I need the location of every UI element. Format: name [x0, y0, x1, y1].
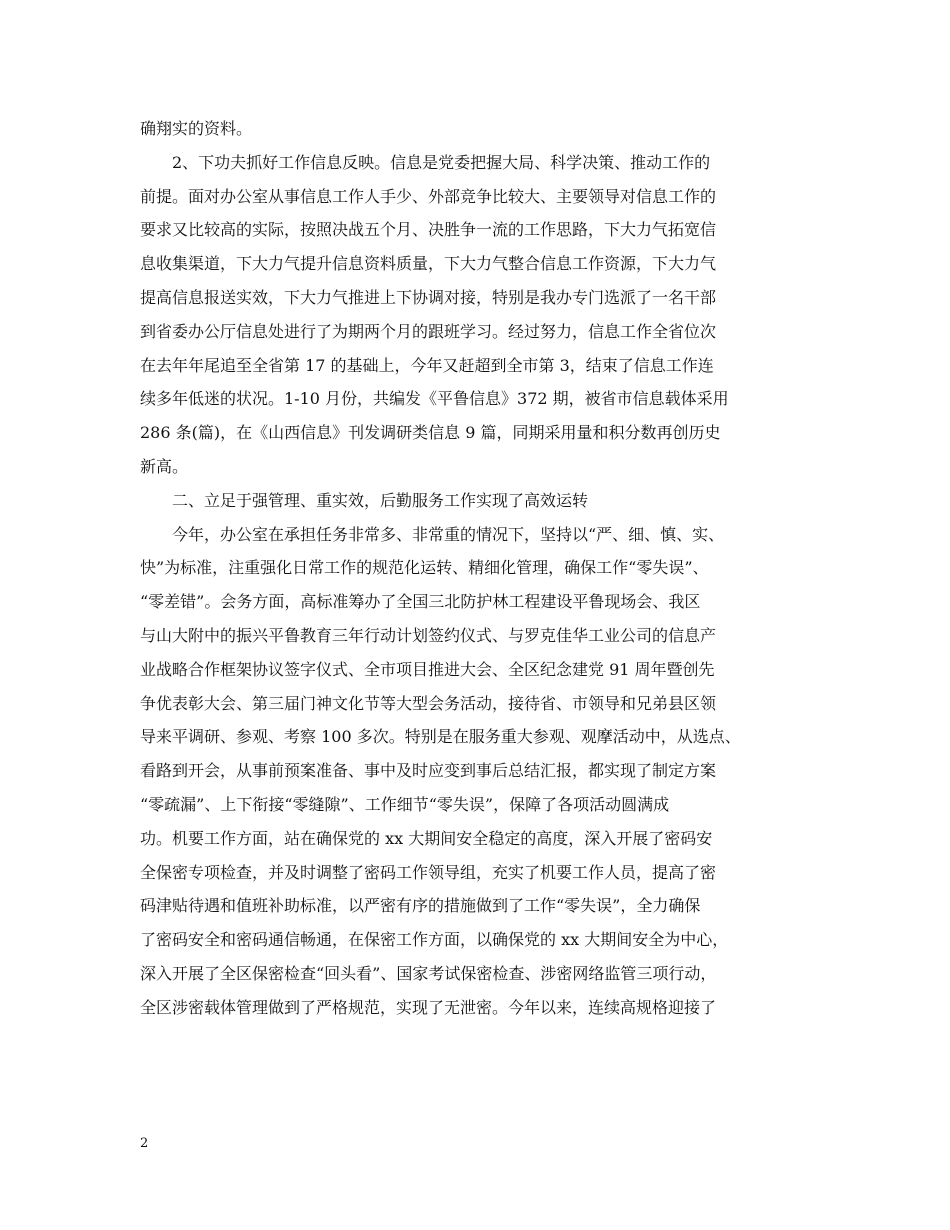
text-line: 要求又比较高的实际，按照决战五个月、决胜争一流的工作思路，下大力气拓宽信: [140, 220, 717, 240]
text-line: 今年，办公室在承担任务非常多、非常重的情况下，坚持以“严、细、慎、实、: [172, 524, 725, 544]
text-line: “零疏漏”、上下衔接“零缝隙”、工作细节“零失误”，保障了各项活动圆满成: [140, 794, 670, 814]
text-line: 在去年年尾追至全省第 17 的基础上，今年又赶超到全市第 3，结束了信息工作连: [140, 355, 714, 375]
text-line: 提高信息报送实效，下大力气推进上下协调对接，特别是我办专门选派了一名干部: [140, 287, 717, 307]
text-line: “零差错”。会务方面，高标准筹办了全国三北防护林工程建设平鲁现场会、我区: [140, 592, 701, 612]
text-line: 286 条(篇)，在《山西信息》刊发调研类信息 9 篇，同期采用量和积分数再创历史: [140, 423, 721, 443]
text-line: 二、立足于强管理、重实效，后勤服务工作实现了高效运转: [172, 490, 589, 510]
text-line: 到省委办公厅信息处进行了为期两个月的跟班学习。经过努力，信息工作全省位次: [140, 321, 717, 341]
page-number: 2: [140, 1136, 149, 1151]
text-line: 功。机要工作方面，站在确保党的 xx 大期间安全稳定的高度，深入开展了密码安: [140, 828, 713, 848]
text-line: 前提。面对办公室从事信息工作人手少、外部竞争比较大、主要领导对信息工作的: [140, 186, 717, 206]
body-text: [140, 112, 820, 1025]
text-line: 续多年低迷的状况。1-10 月份，共编发《平鲁信息》372 期，被省市信息载体采用: [140, 389, 729, 409]
text-line: 看路到开会，从事前预案准备、事中及时应变到事后总结汇报，都实现了制定方案: [140, 761, 717, 781]
text-line: 业战略合作框架协议签字仪式、全市项目推进大会、全区纪念建党 91 周年暨创先: [140, 659, 715, 679]
text-line: 与山大附中的振兴平鲁教育三年行动计划签约仪式、与罗克佳华工业公司的信息产: [140, 625, 717, 645]
text-line: 全保密专项检查，并及时调整了密码工作领导组，充实了机要工作人员，提高了密: [140, 862, 717, 882]
text-line: 导来平调研、参观、考察 100 多次。特别是在服务重大参观、观摩活动中，从选点、: [140, 727, 741, 747]
text-line: 全区涉密载体管理做到了严格规范，实现了无泄密。今年以来，连续高规格迎接了: [140, 997, 717, 1017]
text-line: 码津贴待遇和值班补助标准，以严密有序的措施做到了工作“零失误”，全力确保: [140, 896, 701, 916]
text-line: 息收集渠道，下大力气提升信息资料质量，下大力气整合信息工作资源，下大力气: [140, 254, 717, 274]
text-line: 确翔实的资料。: [140, 119, 253, 138]
text-line: 新高。: [140, 456, 189, 476]
text-line: 了密码安全和密码通信畅通，在保密工作方面，以确保党的 xx 大期间安全为中心，: [140, 930, 729, 950]
text-line: 深入开展了全区保密检查“回头看”、国家考试保密检查、涉密网络监管三项行动，: [140, 963, 717, 983]
text-line: 2、下功夫抓好工作信息反映。信息是党委把握大局、科学决策、推动工作的: [172, 152, 711, 172]
text-line: 争优表彰大会、第三届门神文化节等大型会务活动，接待省、市领导和兄弟县区领: [140, 693, 717, 713]
text-line: 快”为标准，注重强化日常工作的规范化运转、精细化管理，确保工作“零失误”、: [140, 558, 709, 578]
